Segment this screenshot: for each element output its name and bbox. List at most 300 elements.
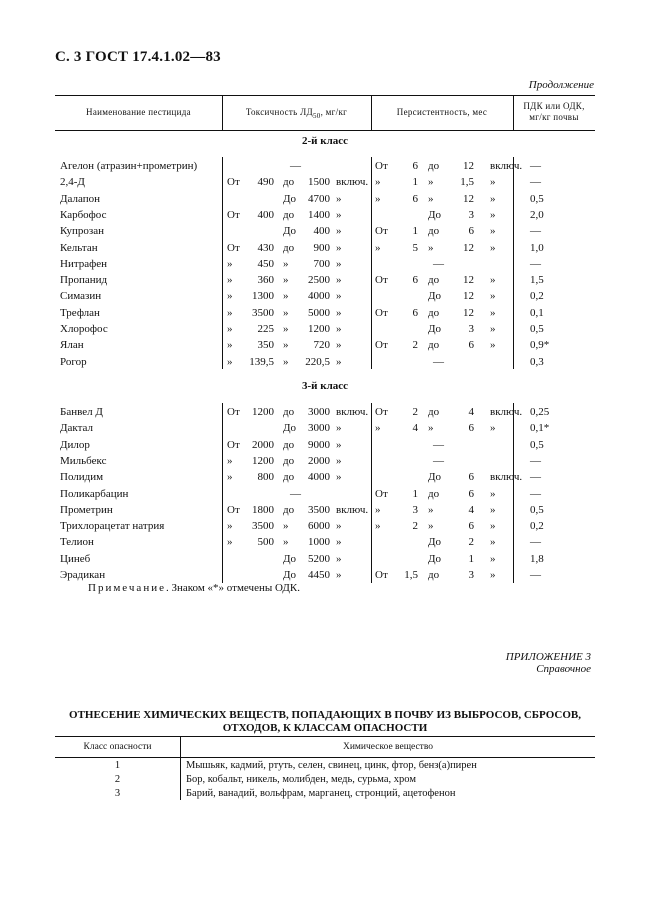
cell-t-hi: до bbox=[283, 438, 295, 451]
cell-name: Эрадикан bbox=[60, 569, 106, 581]
toxicity-label: Токсичность ЛД bbox=[245, 107, 313, 117]
cell-pdk: 2,0 bbox=[530, 208, 544, 221]
cell-t-tail: » bbox=[336, 339, 342, 352]
cell-p-hi: До bbox=[428, 323, 442, 335]
cell-p-lo: От bbox=[375, 406, 388, 418]
cell-tox-dash: — bbox=[290, 487, 301, 500]
cell-p-hi: » bbox=[428, 503, 434, 516]
cell-pdk: 0,5 bbox=[530, 192, 544, 205]
cell-p-hv: 4 bbox=[468, 503, 474, 516]
cell-p-lv: 1 bbox=[412, 176, 418, 189]
cell-p-tail: » bbox=[490, 339, 496, 352]
cell-t-hv: 4000 bbox=[308, 290, 330, 303]
cell-t-hi: до bbox=[283, 208, 295, 221]
cell-t-lo: » bbox=[227, 274, 233, 287]
cell-p-hi: до bbox=[428, 274, 440, 287]
cell-p-tail: » bbox=[490, 176, 496, 189]
cell-p-tail: » bbox=[490, 208, 496, 221]
cell-p-hv: 1,5 bbox=[460, 176, 474, 189]
cell-p-hv: 6 bbox=[468, 422, 474, 435]
cell-pdk: — bbox=[530, 454, 541, 467]
pdk-header-line2: мг/кг почвы bbox=[529, 112, 579, 122]
cell-pdk: 0,1 bbox=[530, 306, 544, 319]
cell-t-hi: до bbox=[283, 454, 295, 467]
cell-pers-dash: — bbox=[433, 438, 444, 451]
cell-t-hi: До bbox=[283, 225, 297, 238]
cell-p-lo: » bbox=[375, 422, 381, 435]
cell-class: 3 bbox=[114, 788, 121, 799]
cell-p-lo: От bbox=[375, 160, 388, 172]
cell-t-hv: 4700 bbox=[308, 192, 330, 205]
cell-t-lo: » bbox=[227, 306, 233, 319]
cell-t-tail: » bbox=[336, 208, 342, 221]
cell-p-tail: » bbox=[490, 536, 496, 549]
table-row bbox=[0, 551, 646, 567]
table-row bbox=[0, 567, 646, 583]
cell-name: Дилор bbox=[60, 438, 90, 451]
cell-p-lv: 6 bbox=[412, 160, 418, 172]
cell-p-tail: включ. bbox=[490, 160, 523, 172]
cell-t-lv: 139,5 bbox=[249, 355, 274, 368]
cell-t-tail: » bbox=[336, 520, 342, 533]
cell-class: 2 bbox=[114, 774, 121, 785]
table2-top-rule bbox=[55, 736, 595, 737]
cell-t-hv: 2500 bbox=[308, 274, 330, 287]
cell-t-lv: 430 bbox=[257, 241, 274, 254]
cell-p-lv: 4 bbox=[412, 422, 418, 435]
cell-t-tail: » bbox=[336, 355, 342, 368]
cell-name: Хлорофос bbox=[60, 323, 108, 335]
appendix-title bbox=[55, 709, 595, 735]
cell-p-hv: 6 bbox=[468, 225, 474, 238]
cell-t-hi: » bbox=[283, 306, 289, 319]
cell-p-lo: От bbox=[375, 274, 388, 287]
cell-p-lv: 2 bbox=[412, 406, 418, 418]
cell-p-lv: 6 bbox=[412, 306, 418, 319]
cell-p-hi: До bbox=[428, 536, 442, 549]
cell-p-hi: » bbox=[428, 422, 434, 435]
cell-pdk: 0,2 bbox=[530, 290, 544, 303]
cell-pdk: 0,3 bbox=[530, 355, 544, 368]
table-row bbox=[0, 240, 646, 256]
cell-pdk: — bbox=[530, 160, 541, 172]
cell-p-hi: до bbox=[428, 487, 440, 500]
table1-top-rule bbox=[55, 95, 595, 96]
cell-pdk: 1,0 bbox=[530, 241, 544, 254]
cell-t-hv: 1000 bbox=[308, 536, 330, 549]
table-row bbox=[0, 518, 646, 534]
cell-t-hi: до bbox=[283, 176, 295, 189]
cell-pers-dash: — bbox=[433, 257, 444, 270]
cell-t-lo: От bbox=[227, 176, 240, 189]
cell-p-hv: 12 bbox=[463, 192, 474, 205]
appendix-label-block bbox=[506, 651, 591, 675]
cell-p-lo: От bbox=[375, 225, 388, 238]
cell-pdk: 1,8 bbox=[530, 552, 544, 565]
cell-name: Мильбекс bbox=[60, 454, 107, 467]
cell-p-lo: » bbox=[375, 503, 381, 516]
cell-p-hv: 6 bbox=[468, 339, 474, 352]
cell-t-hi: до bbox=[283, 241, 295, 254]
appendix-title-line1: ОТНЕСЕНИЕ ХИМИЧЕСКИХ ВЕЩЕСТВ, ПОПАДАЮЩИХ В ПОЧВУ ИЗ ВЫБРОСОВ, СБРОСОВ, bbox=[69, 709, 581, 721]
cell-name: Телион bbox=[60, 536, 94, 549]
table-row bbox=[0, 469, 646, 485]
cell-t-hi: » bbox=[283, 339, 289, 352]
cell-p-tail: » bbox=[490, 323, 496, 335]
cell-t-lo: » bbox=[227, 339, 233, 352]
cell-t-lv: 490 bbox=[257, 176, 274, 189]
table2-row bbox=[55, 759, 595, 773]
cell-pdk: 0,1* bbox=[530, 422, 550, 435]
col-header-persistence: Персистентность, мес bbox=[396, 107, 488, 117]
cell-t-tail: » bbox=[336, 323, 342, 335]
cell-pdk: 0,9* bbox=[530, 339, 550, 352]
cell-t-tail: » bbox=[336, 471, 342, 484]
table2-header-class: Класс опасности bbox=[83, 742, 152, 752]
table-row bbox=[0, 305, 646, 321]
cell-t-lo: От bbox=[227, 406, 240, 418]
cell-name: Симазин bbox=[60, 290, 102, 303]
cell-t-hi: до bbox=[283, 471, 295, 484]
cell-t-lv: 3500 bbox=[252, 520, 274, 533]
cell-pdk: — bbox=[530, 225, 541, 238]
cell-t-tail: » bbox=[336, 241, 342, 254]
cell-t-lo: От bbox=[227, 503, 240, 516]
cell-name: Купрозан bbox=[60, 225, 105, 238]
cell-p-tail: » bbox=[490, 290, 496, 303]
cell-p-tail: » bbox=[490, 487, 496, 500]
class2-title: 2-й класс bbox=[301, 135, 349, 147]
cell-p-lo: » bbox=[375, 192, 381, 205]
cell-name: Банвел Д bbox=[60, 406, 103, 418]
cell-p-lo: » bbox=[375, 241, 381, 254]
cell-p-tail: » bbox=[490, 306, 496, 319]
continuation-label: Продолжение bbox=[528, 79, 594, 91]
cell-p-hv: 6 bbox=[468, 520, 474, 533]
table-row bbox=[0, 191, 646, 207]
table2-header-row bbox=[55, 740, 595, 754]
cell-name: Трефлан bbox=[60, 306, 100, 319]
cell-t-lo: » bbox=[227, 355, 233, 368]
table-row bbox=[0, 207, 646, 223]
cell-name: Карбофос bbox=[60, 208, 107, 221]
cell-p-lo: » bbox=[375, 520, 381, 533]
table-row bbox=[0, 404, 646, 420]
cell-name: Пропанид bbox=[60, 274, 108, 287]
cell-t-hi: до bbox=[283, 406, 295, 418]
cell-p-tail: » bbox=[490, 503, 496, 516]
cell-t-hv: 3500 bbox=[308, 503, 330, 516]
cell-p-hi: до bbox=[428, 160, 440, 172]
cell-t-hv: 4000 bbox=[308, 471, 330, 484]
cell-t-lv: 360 bbox=[257, 274, 274, 287]
cell-t-lo: » bbox=[227, 454, 233, 467]
table-row bbox=[0, 158, 646, 174]
cell-p-hv: 3 bbox=[468, 323, 474, 335]
cell-t-hi: » bbox=[283, 290, 289, 303]
cell-p-lo: От bbox=[375, 339, 388, 352]
table-row bbox=[0, 272, 646, 288]
cell-t-hi: » bbox=[283, 257, 289, 270]
cell-t-lo: » bbox=[227, 257, 233, 270]
cell-t-tail: » bbox=[336, 192, 342, 205]
cell-t-lo: От bbox=[227, 208, 240, 221]
cell-p-tail: » bbox=[490, 274, 496, 287]
table-row bbox=[0, 437, 646, 453]
cell-t-lv: 1200 bbox=[252, 406, 274, 418]
cell-t-tail: включ. bbox=[336, 406, 369, 418]
cell-substance: Барий, ванадий, вольфрам, марганец, стронций, ацетофенон bbox=[186, 788, 456, 799]
cell-p-lo: » bbox=[375, 176, 381, 189]
cell-t-lo: » bbox=[227, 290, 233, 303]
cell-p-lo: От bbox=[375, 487, 388, 500]
cell-name: Прометрин bbox=[60, 503, 113, 516]
cell-p-lv: 2 bbox=[412, 520, 418, 533]
cell-t-tail: » bbox=[336, 552, 342, 565]
cell-class: 1 bbox=[114, 760, 121, 771]
cell-t-hv: 220,5 bbox=[305, 355, 330, 368]
cell-p-tail: » bbox=[490, 520, 496, 533]
cell-p-lv: 3 bbox=[412, 503, 418, 516]
table2-row bbox=[55, 787, 595, 801]
table-row bbox=[0, 288, 646, 304]
table-row bbox=[0, 453, 646, 469]
cell-t-hi: До bbox=[283, 552, 297, 565]
cell-t-tail: » bbox=[336, 438, 342, 451]
cell-p-hv: 12 bbox=[463, 160, 474, 172]
cell-p-lo: От bbox=[375, 306, 388, 319]
cell-t-tail: включ. bbox=[336, 176, 369, 189]
table-row bbox=[0, 337, 646, 353]
cell-name: 2,4-Д bbox=[60, 176, 85, 189]
cell-t-tail: » bbox=[336, 422, 342, 435]
cell-p-lv: 6 bbox=[412, 192, 418, 205]
cell-t-lv: 1300 bbox=[252, 290, 274, 303]
cell-t-hv: 700 bbox=[313, 257, 330, 270]
cell-t-hv: 6000 bbox=[308, 520, 330, 533]
cell-p-hi: до bbox=[428, 569, 440, 581]
cell-t-tail: » bbox=[336, 257, 342, 270]
cell-pdk: — bbox=[530, 471, 541, 484]
cell-name: Агелон (атразин+прометрин) bbox=[60, 160, 198, 172]
cell-t-hv: 720 bbox=[313, 339, 330, 352]
cell-t-tail: » bbox=[336, 536, 342, 549]
cell-p-tail: » bbox=[490, 241, 496, 254]
cell-p-hv: 6 bbox=[468, 487, 474, 500]
table-row bbox=[0, 256, 646, 272]
cell-pdk: 0,25 bbox=[530, 406, 550, 418]
cell-p-tail: » bbox=[490, 225, 496, 238]
col-header-toxicity bbox=[222, 107, 371, 122]
cell-t-lv: 400 bbox=[257, 208, 274, 221]
cell-p-hv: 1 bbox=[468, 552, 474, 565]
cell-name: Дактал bbox=[60, 422, 93, 435]
cell-t-hv: 1200 bbox=[308, 323, 330, 335]
cell-t-hi: До bbox=[283, 192, 297, 205]
cell-p-hv: 12 bbox=[463, 306, 474, 319]
cell-t-lv: 225 bbox=[257, 323, 274, 335]
cell-p-hi: » bbox=[428, 176, 434, 189]
cell-t-tail: » bbox=[336, 454, 342, 467]
cell-t-lv: 350 bbox=[257, 339, 274, 352]
cell-t-lv: 450 bbox=[257, 257, 274, 270]
table-row bbox=[0, 486, 646, 502]
cell-name: Ялан bbox=[60, 339, 84, 352]
cell-p-tail: » bbox=[490, 552, 496, 565]
cell-t-hi: » bbox=[283, 274, 289, 287]
table-row bbox=[0, 223, 646, 239]
cell-p-lv: 1 bbox=[412, 487, 418, 500]
cell-t-lo: » bbox=[227, 471, 233, 484]
cell-p-hi: до bbox=[428, 306, 440, 319]
cell-t-tail: » bbox=[336, 290, 342, 303]
table2-header-substance: Химическое вещество bbox=[342, 742, 434, 752]
cell-t-hi: » bbox=[283, 355, 289, 368]
cell-p-lv: 6 bbox=[412, 274, 418, 287]
cell-p-hv: 3 bbox=[468, 208, 474, 221]
cell-p-hi: До bbox=[428, 290, 442, 303]
cell-t-tail: » bbox=[336, 274, 342, 287]
cell-pdk: 0,2 bbox=[530, 520, 544, 533]
cell-p-lv: 2 bbox=[412, 339, 418, 352]
cell-pers-dash: — bbox=[433, 355, 444, 368]
cell-p-hv: 12 bbox=[463, 274, 474, 287]
table-row bbox=[0, 534, 646, 550]
cell-pdk: — bbox=[530, 257, 541, 270]
cell-name: Нитрафен bbox=[60, 257, 108, 270]
cell-p-hi: » bbox=[428, 520, 434, 533]
cell-t-hi: » bbox=[283, 323, 289, 335]
cell-t-hv: 900 bbox=[313, 241, 330, 254]
appendix-sublabel: Справочное bbox=[536, 663, 591, 675]
cell-t-hi: » bbox=[283, 520, 289, 533]
cell-name: Поликарбацин bbox=[60, 487, 129, 500]
cell-p-hv: 6 bbox=[468, 471, 474, 484]
cell-p-tail: » bbox=[490, 192, 496, 205]
page-header: С. 3 ГОСТ 17.4.1.02—83 bbox=[55, 49, 221, 65]
cell-t-hi: » bbox=[283, 536, 289, 549]
table-row bbox=[0, 502, 646, 518]
table1-header-rule bbox=[55, 130, 595, 131]
cell-p-hv: 12 bbox=[463, 241, 474, 254]
cell-p-lv: 1 bbox=[412, 225, 418, 238]
cell-p-hi: » bbox=[428, 241, 434, 254]
cell-t-lv: 3500 bbox=[252, 306, 274, 319]
cell-p-hi: до bbox=[428, 406, 440, 418]
cell-p-hi: » bbox=[428, 192, 434, 205]
cell-t-lo: » bbox=[227, 520, 233, 533]
note-label: Примечание bbox=[88, 582, 166, 594]
cell-t-hi: До bbox=[283, 422, 297, 435]
cell-name: Кельтан bbox=[60, 241, 98, 254]
cell-t-lv: 1800 bbox=[252, 503, 274, 516]
cell-pdk: 1,5 bbox=[530, 274, 544, 287]
cell-t-tail: включ. bbox=[336, 503, 369, 516]
cell-name: Цинеб bbox=[60, 552, 91, 565]
cell-name: Трихлорацетат натрия bbox=[60, 520, 165, 533]
cell-name: Рогор bbox=[60, 355, 87, 368]
col-header-name: Наименование пестицида bbox=[86, 107, 191, 117]
cell-t-hv: 4450 bbox=[308, 569, 330, 581]
toxicity-unit: , мг/кг bbox=[320, 107, 348, 117]
cell-substance: Мышьяк, кадмий, ртуть, селен, свинец, цинк, фтор, бенз(а)пирен bbox=[186, 760, 477, 771]
cell-name: Далапон bbox=[60, 192, 100, 205]
cell-t-tail: » bbox=[336, 306, 342, 319]
cell-t-hv: 1400 bbox=[308, 208, 330, 221]
table-row bbox=[0, 321, 646, 337]
cell-p-hi: До bbox=[428, 208, 442, 221]
table-row bbox=[0, 420, 646, 436]
cell-pdk: — bbox=[530, 569, 541, 581]
cell-p-lo: От bbox=[375, 569, 388, 581]
cell-t-lv: 1200 bbox=[252, 454, 274, 467]
cell-p-hv: 12 bbox=[463, 290, 474, 303]
cell-t-hv: 400 bbox=[313, 225, 330, 238]
cell-p-hv: 4 bbox=[468, 406, 474, 418]
table-row bbox=[0, 354, 646, 370]
toxicity-subscript: 50 bbox=[312, 111, 321, 120]
table-note bbox=[88, 582, 300, 594]
cell-p-tail: включ. bbox=[490, 406, 523, 418]
cell-t-tail: » bbox=[336, 225, 342, 238]
cell-t-hv: 1500 bbox=[308, 176, 330, 189]
cell-p-hv: 3 bbox=[468, 569, 474, 581]
table2-header-rule bbox=[55, 757, 595, 758]
cell-t-hv: 3000 bbox=[308, 422, 330, 435]
cell-p-hi: до bbox=[428, 225, 440, 238]
cell-p-hi: До bbox=[428, 471, 442, 484]
table-row bbox=[0, 174, 646, 190]
cell-pdk: — bbox=[530, 536, 541, 549]
note-text: . Знаком «*» отмечены ОДК. bbox=[165, 582, 300, 594]
cell-t-lo: » bbox=[227, 323, 233, 335]
cell-substance: Бор, кобальт, никель, молибден, медь, сурьма, хром bbox=[186, 774, 416, 785]
appendix-title-line2: ОТХОДОВ, К КЛАССАМ ОПАСНОСТИ bbox=[222, 722, 428, 734]
cell-t-lo: От bbox=[227, 438, 240, 451]
class3-title: 3-й класс bbox=[301, 380, 349, 392]
cell-pers-dash: — bbox=[433, 454, 444, 467]
cell-t-lv: 2000 bbox=[252, 438, 274, 451]
cell-pdk: — bbox=[530, 176, 541, 189]
cell-p-hv: 2 bbox=[468, 536, 474, 549]
cell-pdk: 0,5 bbox=[530, 323, 544, 335]
cell-t-hi: До bbox=[283, 569, 297, 581]
cell-t-lo: От bbox=[227, 241, 240, 254]
cell-pdk: 0,5 bbox=[530, 438, 544, 451]
appendix-label: ПРИЛОЖЕНИЕ 3 bbox=[505, 651, 591, 663]
cell-pdk: — bbox=[530, 487, 541, 500]
cell-p-hi: до bbox=[428, 339, 440, 352]
cell-t-hv: 3000 bbox=[308, 406, 330, 418]
cell-p-lv: 1,5 bbox=[404, 569, 418, 581]
cell-tox-dash: — bbox=[290, 160, 301, 172]
cell-p-lv: 5 bbox=[412, 241, 418, 254]
cell-t-lv: 500 bbox=[257, 536, 274, 549]
table2-row bbox=[55, 773, 595, 787]
cell-p-hi: До bbox=[428, 552, 442, 565]
cell-t-lv: 800 bbox=[257, 471, 274, 484]
cell-p-tail: » bbox=[490, 422, 496, 435]
cell-p-tail: включ. bbox=[490, 471, 523, 484]
cell-t-hi: до bbox=[283, 503, 295, 516]
cell-t-hv: 5200 bbox=[308, 552, 330, 565]
cell-t-hv: 5000 bbox=[308, 306, 330, 319]
cell-t-lo: » bbox=[227, 536, 233, 549]
cell-t-hv: 2000 bbox=[308, 454, 330, 467]
cell-p-tail: » bbox=[490, 569, 496, 581]
col-header-pdk bbox=[513, 101, 595, 123]
cell-t-tail: » bbox=[336, 569, 342, 581]
